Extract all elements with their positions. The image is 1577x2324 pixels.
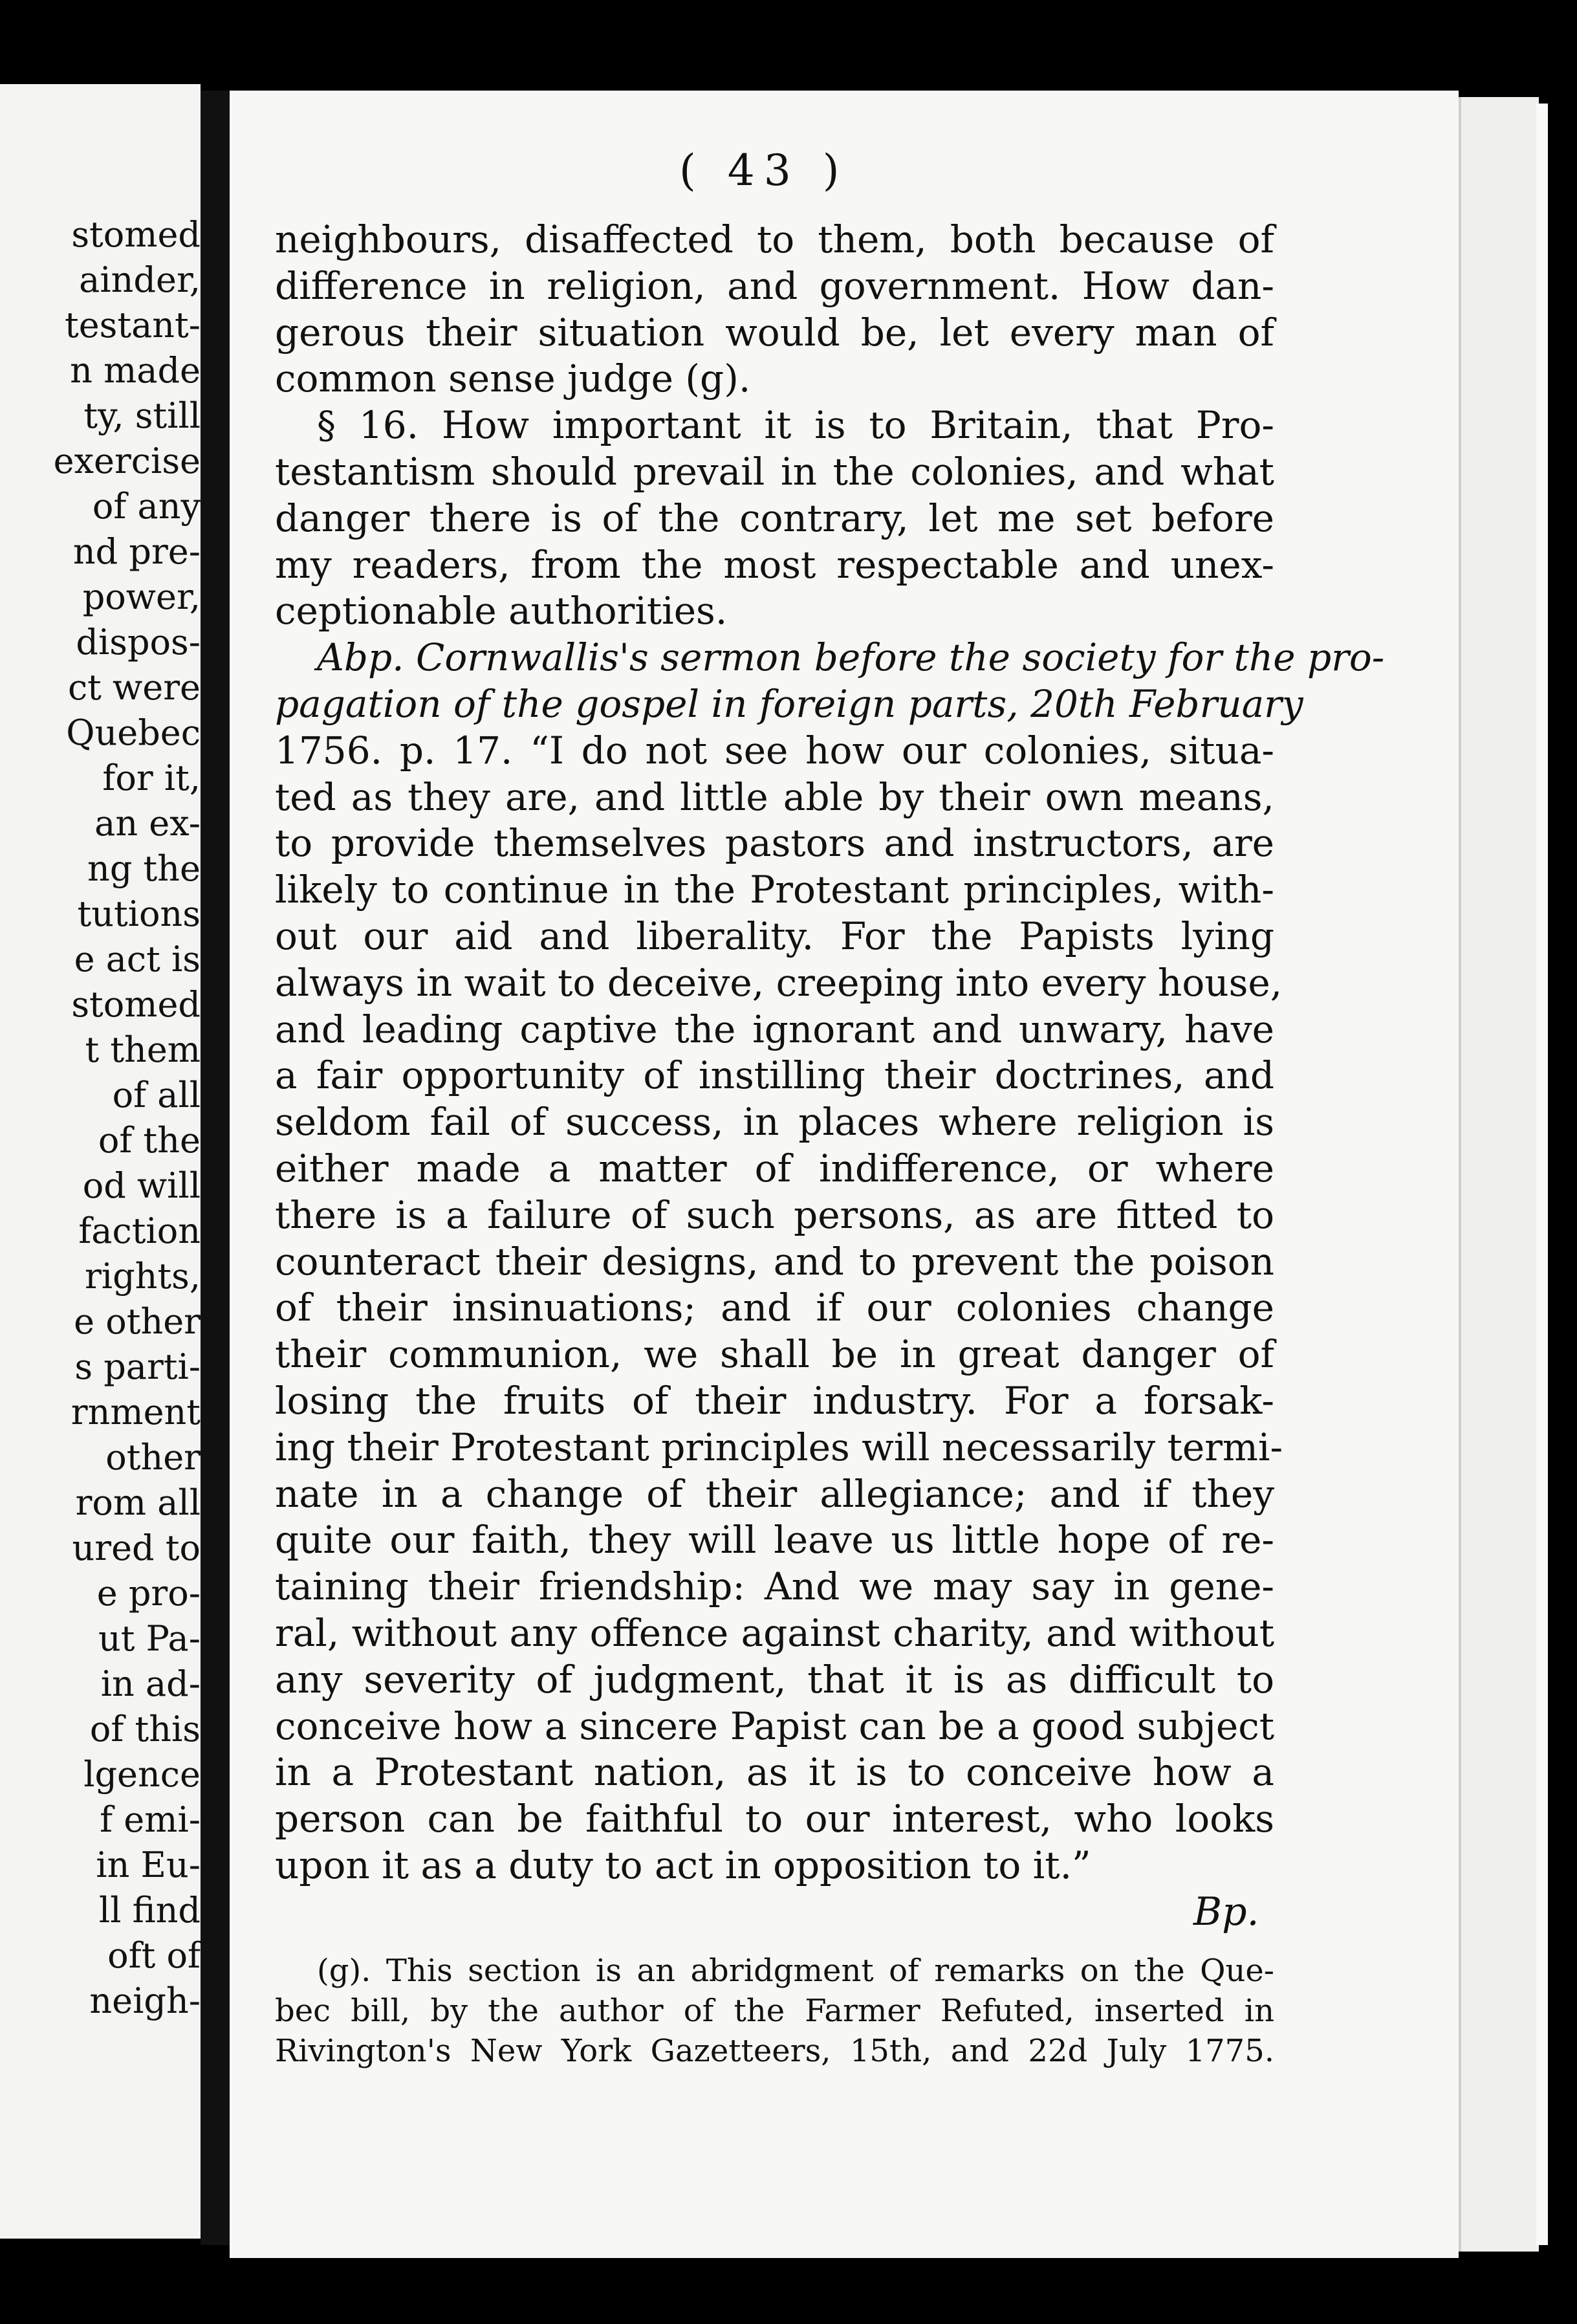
text-line: out our aid and liberality. For the Papists lying xyxy=(275,914,1274,958)
left-page-line: stomed xyxy=(71,214,201,255)
left-page-line: of the xyxy=(98,1120,201,1161)
text-line: likely to continue in the Protestant principles, with- xyxy=(275,868,1274,912)
text-line: either made a matter of indifference, or where xyxy=(275,1146,1274,1190)
page-edge xyxy=(1536,104,1548,2245)
left-page-line: ut Pa- xyxy=(98,1618,201,1659)
left-page-line: ainder, xyxy=(79,259,201,300)
text-line: § 16. How important it is to Britain, that Pro- xyxy=(317,403,1274,448)
left-page-line: testant- xyxy=(65,305,201,345)
left-page-line: oft of xyxy=(107,1935,201,1976)
text-line: conceive how a sincere Papist can be a good subject xyxy=(275,1704,1274,1748)
text-line: 1756. p. 17. “I do not see how our colonies, situa- xyxy=(275,728,1274,773)
footnote-line: (g). This section is an abridgment of remarks on the Que- xyxy=(317,1953,1274,1989)
left-page-line: t them xyxy=(85,1029,201,1070)
page-number: ( 43 ) xyxy=(679,146,849,195)
left-page-line: for it, xyxy=(102,758,201,798)
left-page-line: dispos- xyxy=(76,622,201,663)
citation-line: pagation of the gospel in foreign parts, 20th February xyxy=(275,681,1303,726)
left-page-line: tutions xyxy=(77,893,201,934)
text-line: danger there is of the contrary, let me set before xyxy=(275,496,1274,540)
text-line: difference in religion, and government. How dan- xyxy=(275,263,1274,308)
left-page-line: Quebec xyxy=(66,712,201,753)
text-line: counteract their designs, and to prevent the poison xyxy=(275,1239,1274,1284)
left-page-line: ll find xyxy=(98,1890,201,1931)
left-page-line: nd pre- xyxy=(72,531,201,572)
text-line: ceptionable authorities. xyxy=(275,589,728,633)
body-text xyxy=(275,217,1385,1889)
left-page-line: neigh- xyxy=(89,1980,201,2021)
left-page-line: faction xyxy=(78,1211,201,1251)
footnote-line: Rivington's New York Gazetteers, 15th, and 22d July 1775. xyxy=(275,2033,1274,2069)
left-page-line: stomed xyxy=(71,984,201,1025)
left-page-fragment xyxy=(0,84,201,2239)
left-page-line: power, xyxy=(82,576,201,617)
text-line: their communion, we shall be in great danger of xyxy=(275,1332,1274,1377)
left-page-line: of any xyxy=(92,486,201,527)
text-line: losing the fruits of their industry. For a forsak- xyxy=(275,1378,1274,1423)
left-page-line: e other xyxy=(74,1301,201,1342)
text-line: upon it as a duty to act in opposition to it.” xyxy=(275,1843,1091,1887)
text-line: in a Protestant nation, as it is to conceive how a xyxy=(275,1750,1274,1795)
left-page-line: rights, xyxy=(84,1256,201,1297)
book-gutter xyxy=(201,91,230,2245)
text-line: gerous their situation would be, let every man of xyxy=(275,310,1274,355)
text-line: seldom fail of success, in places where religion is xyxy=(275,1100,1274,1145)
left-page-line: ty, still xyxy=(83,395,201,436)
text-line: testantism should prevail in the colonies, and what xyxy=(275,449,1274,494)
citation-line: Abp. Cornwallis's sermon before the society for the pro- xyxy=(317,635,1385,680)
left-page-line: rnment xyxy=(71,1392,201,1432)
text-line: common sense judge (g). xyxy=(275,356,751,401)
text-line: my readers, from the most respectable and unex- xyxy=(275,542,1274,587)
text-line: and leading captive the ignorant and unwary, have xyxy=(275,1007,1274,1051)
text-line: nate in a change of their allegiance; and if they xyxy=(275,1471,1274,1516)
text-line: to provide themselves pastors and instructors, are xyxy=(275,821,1274,866)
left-page-line: od will xyxy=(82,1165,201,1206)
text-line: always in wait to deceive, creeping into every house, xyxy=(275,960,1283,1005)
left-page-line: n made xyxy=(70,350,201,391)
text-line: quite our faith, they will leave us little hope of re- xyxy=(275,1518,1274,1562)
text-line: ted as they are, and little able by their own means, xyxy=(275,774,1274,819)
text-line: of their insinuations; and if our colonies change xyxy=(275,1286,1274,1330)
footnote-line: bec bill, by the author of the Farmer Refuted, inserted in xyxy=(275,1993,1274,2029)
text-line: person can be faithful to our interest, who looks xyxy=(275,1797,1274,1841)
left-page-line: exercise xyxy=(53,441,201,481)
left-page-line: ct were xyxy=(67,667,201,708)
left-page-line: of this xyxy=(89,1709,201,1749)
left-page-line: of all xyxy=(112,1075,201,1115)
left-page-line: f emi- xyxy=(100,1799,201,1840)
left-page-line: s parti- xyxy=(74,1346,201,1387)
text-line: any severity of judgment, that it is as difficult to xyxy=(275,1657,1274,1702)
left-page-line: in ad- xyxy=(100,1663,201,1704)
left-page-line: e act is xyxy=(74,939,201,980)
left-page-line: rom all xyxy=(75,1482,201,1523)
footnote xyxy=(275,1951,1274,2071)
catchword: Bp. xyxy=(1193,1889,1259,1935)
text-line: neighbours, disaffected to them, both because of xyxy=(275,217,1274,261)
left-page-line: an ex- xyxy=(94,803,201,844)
page-edge xyxy=(1459,97,1539,2252)
left-page-line: other xyxy=(105,1437,201,1478)
left-page-line: e pro- xyxy=(96,1573,201,1614)
left-page-line: ured to xyxy=(72,1528,201,1568)
left-page-line: ng the xyxy=(87,848,201,889)
left-page-line: lgence xyxy=(83,1754,201,1795)
text-line: there is a failure of such persons, as are fitted to xyxy=(275,1192,1274,1237)
text-line: ing their Protestant principles will necessarily termi- xyxy=(275,1425,1283,1469)
text-line: taining their friendship: And we may say in gene- xyxy=(275,1564,1274,1609)
text-line: a fair opportunity of instilling their doctrines, and xyxy=(275,1053,1274,1098)
text-line: ral, without any offence against charity, and without xyxy=(275,1610,1274,1655)
left-page-line: in Eu- xyxy=(96,1845,201,1885)
